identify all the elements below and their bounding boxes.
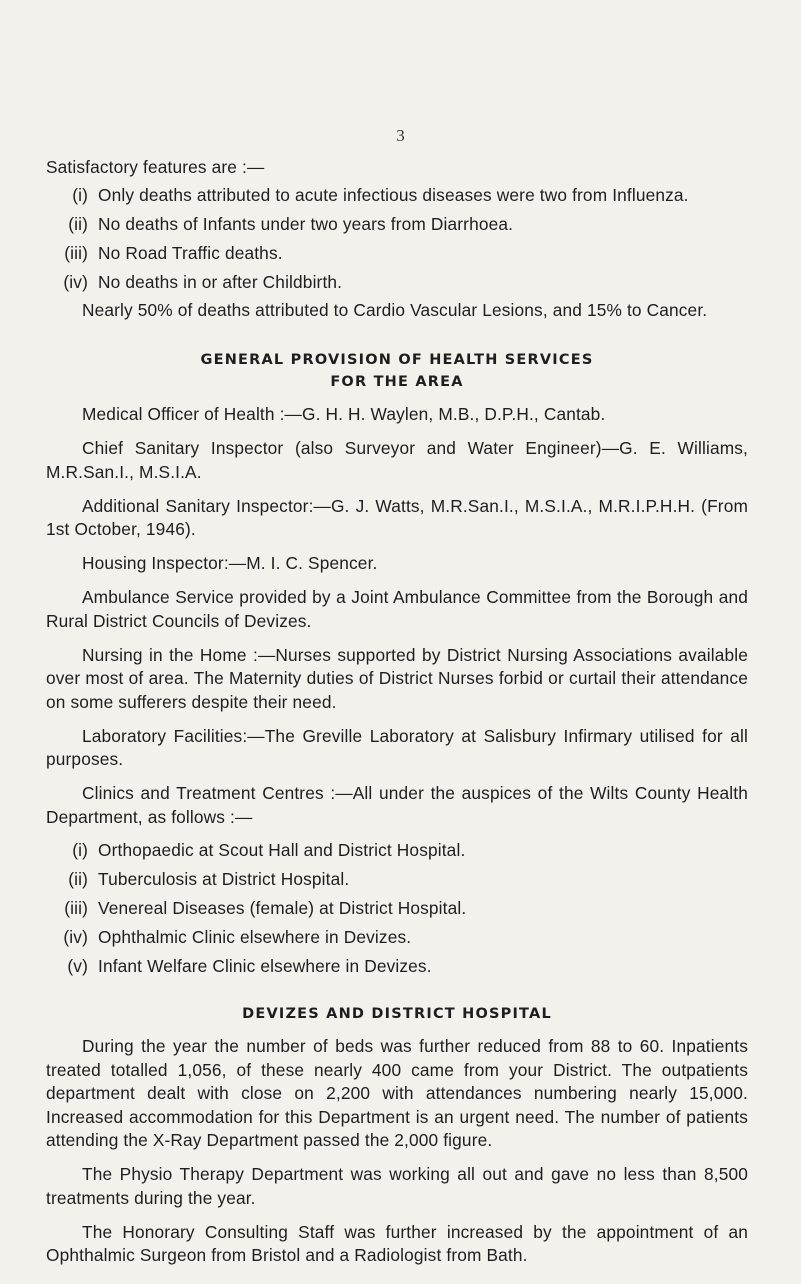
item-number: (v) (67, 956, 88, 976)
list-item (46, 897, 748, 921)
list-item (46, 242, 748, 266)
satisfactory-list (46, 184, 748, 295)
item-number: (i) (72, 184, 88, 205)
item-number: (iii) (64, 242, 88, 263)
satisfactory-intro: Satisfactory features are :— (46, 157, 265, 177)
heading-line: FOR THE AREA (330, 373, 464, 390)
section-heading-general (46, 349, 748, 393)
item-text: Only deaths attributed to acute infectious diseases were two from Influenza. (98, 184, 689, 205)
item-text: Ophthalmic Clinic elsewhere in Devizes. (98, 927, 412, 947)
list-item (46, 926, 748, 950)
consulting-staff-paragraph: The Honorary Consulting Staff was further increased by the appointment of an Ophthalmic Surgeon from Bristol and a Radiologist from Bath. (46, 1221, 748, 1265)
item-text: No Road Traffic deaths. (98, 242, 283, 263)
item-number: (iii) (64, 898, 88, 918)
list-item (46, 868, 748, 892)
page-content (46, 156, 748, 1268)
nursing-paragraph: Nursing in the Home :—Nurses supported by District Nursing Associations available over most of area. The Maternity duties of District Nurses forbid or curtail their attendance on some sufferers despite their need. (46, 644, 748, 712)
laboratory-paragraph: Laboratory Facilities:—The Greville Laboratory at Salisbury Infirmary utilised for all purposes. (46, 725, 748, 769)
chief-inspector-paragraph: Chief Sanitary Inspector (also Surveyor and Water Engineer)—G. E. Williams, M.R.San.I., M.S.I.A. (46, 438, 748, 482)
satisfactory-summary: Nearly 50% of deaths attributed to Cardio Vascular Lesions, and 15% to Cancer. (82, 300, 708, 320)
medical-officer-paragraph: Medical Officer of Health :—G. H. H. Waylen, M.B., D.P.H., Cantab. (82, 404, 606, 424)
ambulance-paragraph: Ambulance Service provided by a Joint Ambulance Committee from the Borough and Rural District Councils of Devizes. (46, 587, 748, 631)
list-item (46, 955, 748, 979)
list-item (46, 271, 748, 295)
item-number: (iv) (63, 271, 88, 292)
item-number: (iv) (63, 927, 88, 947)
heading-line: GENERAL PROVISION OF HEALTH SERVICES (200, 351, 594, 368)
list-item (46, 184, 748, 208)
clinics-list (46, 839, 748, 979)
list-item (46, 839, 748, 863)
page-number: 3 (396, 126, 405, 145)
item-text: Tuberculosis at District Hospital. (98, 869, 350, 889)
physio-paragraph: The Physio Therapy Department was working all out and gave no less than 8,500 treatments during the year. (46, 1164, 748, 1208)
item-text: Orthopaedic at Scout Hall and District Hospital. (98, 840, 466, 860)
hospital-beds-paragraph: During the year the number of beds was further reduced from 88 to 60. Inpatients treated totalled 1,056, of these nearly 400 came from your District. The outpatients department dealt with close on 2,200 with attendances numbering nearly 15,000. Increased accommodation for this Department is an urgent need. The number of patients attending the X-Ray Department passed the 2,000 figure. (46, 1036, 748, 1150)
additional-inspector-paragraph: Additional Sanitary Inspector:—G. J. Watts, M.R.San.I., M.S.I.A., M.R.I.P.H.H. (From 1st October, 1946). (46, 495, 748, 539)
item-text: Venereal Diseases (female) at District Hospital. (98, 898, 467, 918)
item-text: Infant Welfare Clinic elsewhere in Devizes. (98, 956, 432, 976)
item-number: (ii) (68, 213, 88, 234)
item-number: (ii) (68, 869, 88, 889)
item-number: (i) (72, 840, 88, 860)
list-item (46, 213, 748, 237)
item-text: No deaths in or after Childbirth. (98, 271, 343, 292)
clinics-paragraph: Clinics and Treatment Centres :—All under the auspices of the Wilts County Health Department, as follows :— (46, 783, 748, 827)
item-text: No deaths of Infants under two years from Diarrhoea. (98, 213, 514, 234)
section-heading-hospital: DEVIZES AND DISTRICT HOSPITAL (242, 1005, 552, 1022)
housing-inspector-paragraph: Housing Inspector:—M. I. C. Spencer. (82, 553, 378, 573)
